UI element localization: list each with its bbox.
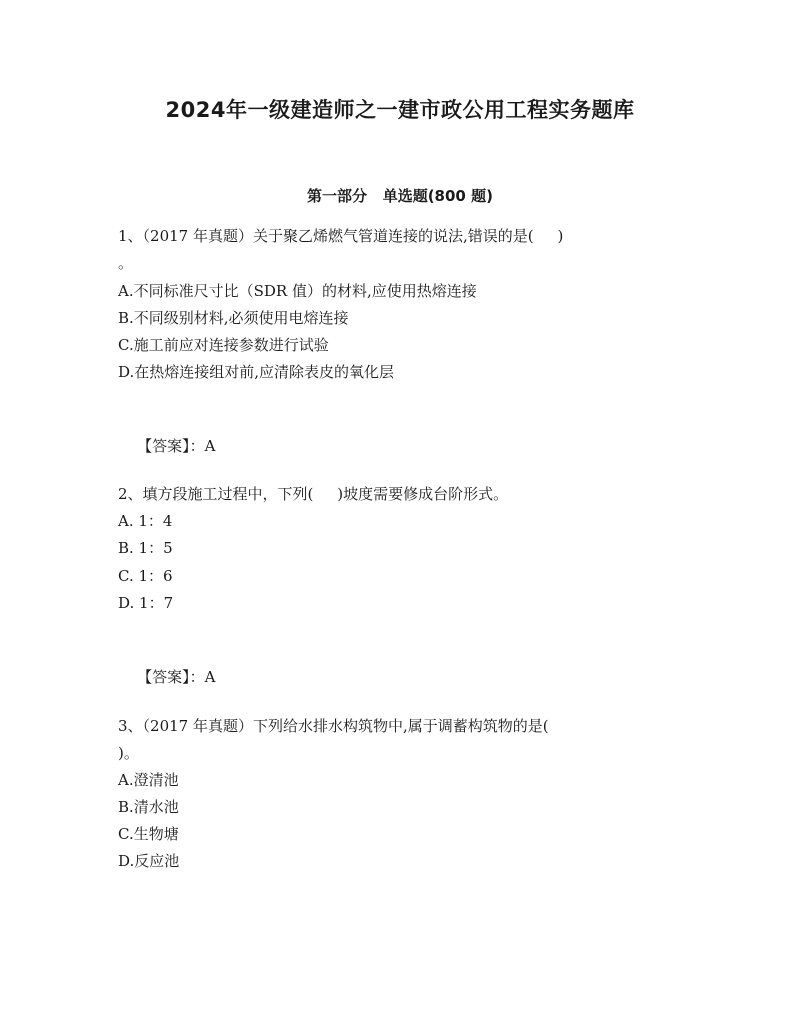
- question-3-option-a: A.澄清池: [118, 771, 179, 789]
- question-1-option-c: C.施工前应对连接参数进行试验: [118, 336, 329, 354]
- answer-value: A: [204, 668, 216, 686]
- question-1-option-d: D.在热熔连接组对前,应清除表皮的氧化层: [118, 363, 395, 381]
- question-2-stem: 2、填方段施工过程中，下列( )坡度需要修成台阶形式。: [118, 485, 509, 503]
- question-3-option-b: B.清水池: [118, 798, 179, 816]
- question-3-option-d: D.反应池: [118, 852, 180, 870]
- section-title: 第一部分 单选题(800 题): [307, 187, 493, 205]
- question-1-answer: [118, 416, 215, 476]
- question-1-stem-cont: 。: [118, 254, 134, 272]
- document-title: 2024年一级建造师之一建市政公用工程实务题库: [165, 98, 635, 122]
- answer-value: A: [204, 437, 216, 455]
- question-3-stem: 3、（2017 年真题）下列给水排水构筑物中,属于调蓄构筑物的是(: [118, 717, 549, 735]
- answer-label: 【答案】：: [137, 437, 205, 455]
- question-3-option-c: C.生物塘: [118, 825, 179, 843]
- question-2-option-d: D. 1：7: [118, 594, 174, 612]
- question-2-option-b: B. 1：5: [118, 539, 173, 557]
- question-1-option-b: B.不同级别材料,必须使用电熔连接: [118, 309, 349, 327]
- question-3-stem-cont: )。: [118, 744, 139, 762]
- answer-label: 【答案】：: [137, 668, 205, 686]
- question-2-option-c: C. 1：6: [118, 567, 173, 585]
- question-2-option-a: A. 1：4: [118, 512, 173, 530]
- question-1-option-a: A.不同标准尺寸比（SDR 值）的材料,应使用热熔连接: [118, 282, 477, 300]
- question-1-stem: 1、（2017 年真题）关于聚乙烯燃气管道连接的说法,错误的是( ): [118, 227, 564, 245]
- question-2-answer: [118, 647, 215, 707]
